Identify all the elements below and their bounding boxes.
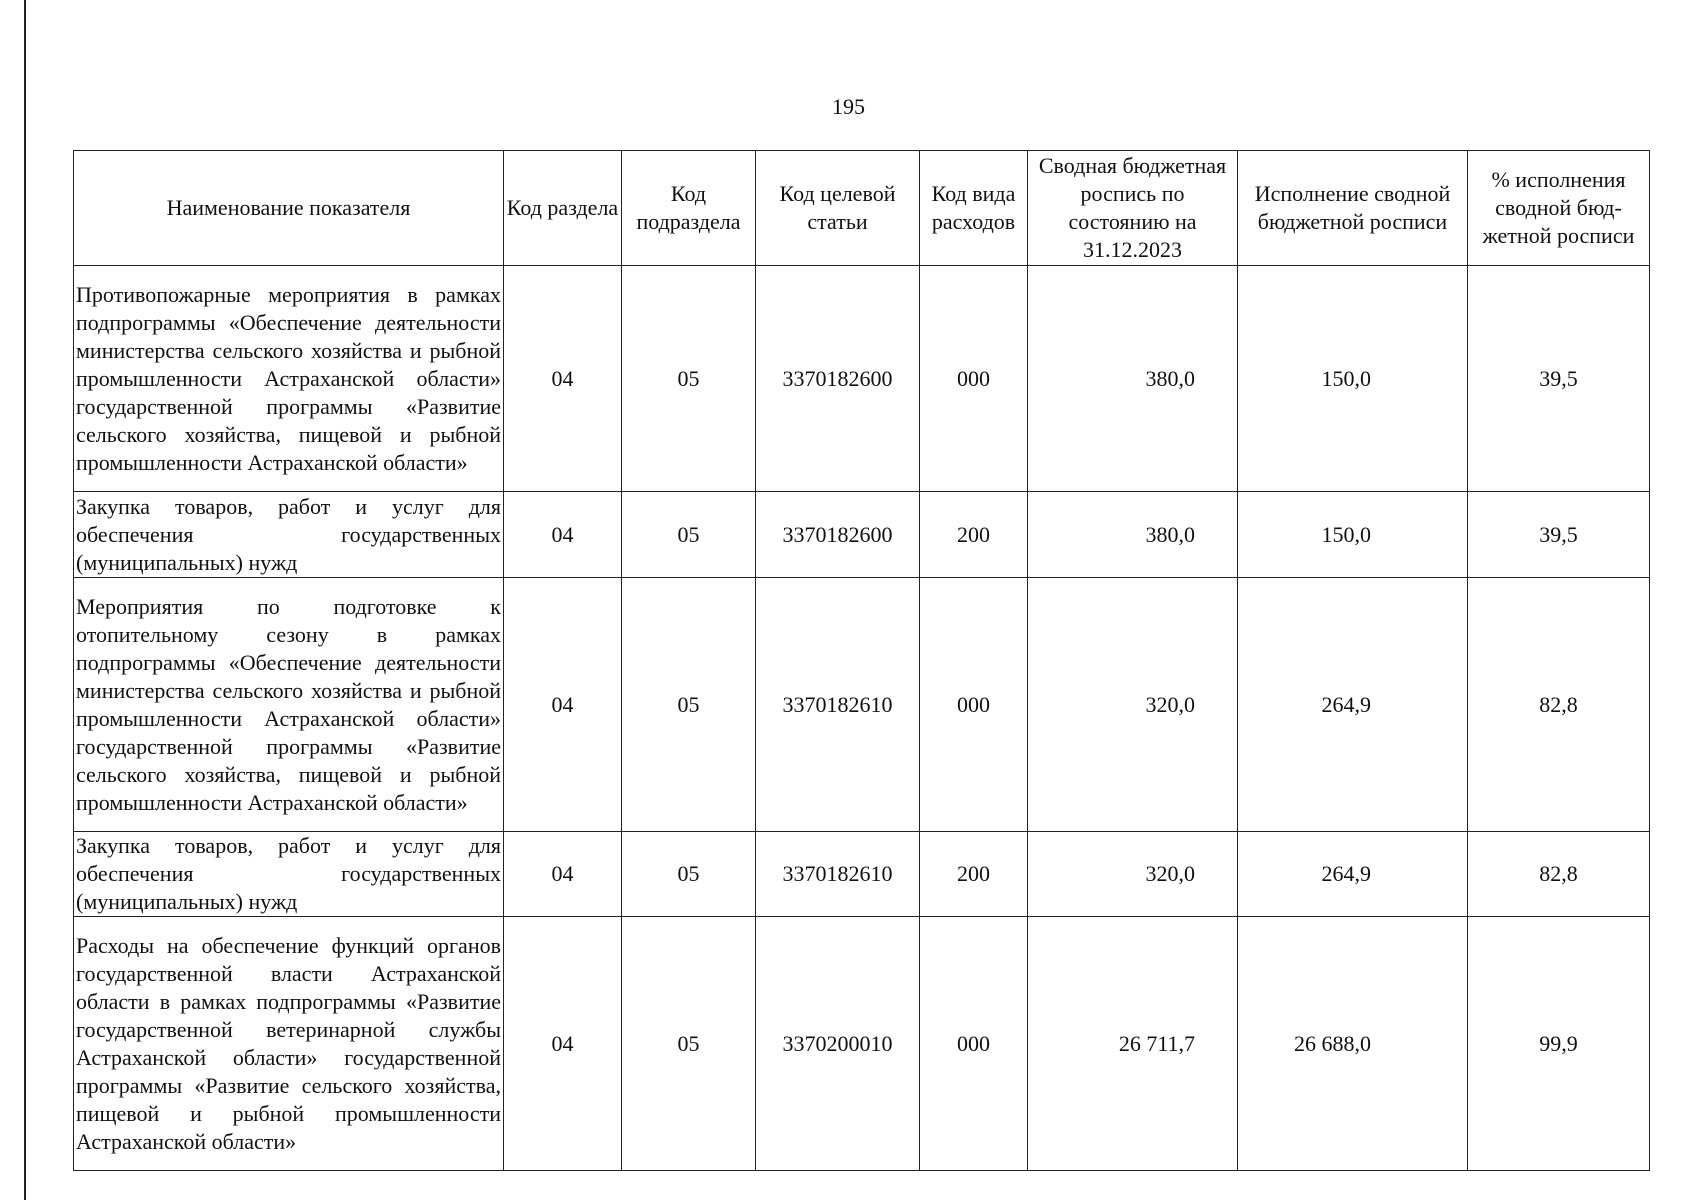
cell-section-code: 04 xyxy=(504,578,622,832)
cell-execution-percent: 82,8 xyxy=(1468,578,1650,832)
page-number: 195 xyxy=(832,94,865,119)
cell-budget-execution: 264,9 xyxy=(1238,578,1468,832)
cell-indicator-name: Закупка товаров, работ и услуг для обеспечения государственных (муниципальных) нужд xyxy=(74,492,504,578)
header-target-code: Код целевой статьи xyxy=(756,151,920,266)
cell-budget-list: 380,0 xyxy=(1028,266,1238,492)
binding-margin-line xyxy=(24,0,26,1200)
cell-budget-execution: 26 688,0 xyxy=(1238,917,1468,1171)
cell-budget-execution: 264,9 xyxy=(1238,832,1468,917)
header-indicator-name: Наименование показателя xyxy=(74,151,504,266)
header-section-code: Код раздела xyxy=(504,151,622,266)
table-row xyxy=(74,832,1650,917)
header-budget-execution: Исполнение сводной бюджетной росписи xyxy=(1238,151,1468,266)
cell-subsection-code: 05 xyxy=(622,917,756,1171)
cell-target-code: 3370182600 xyxy=(756,492,920,578)
cell-expense-type-code: 000 xyxy=(920,266,1028,492)
table-row xyxy=(74,578,1650,832)
cell-target-code: 3370182600 xyxy=(756,266,920,492)
cell-execution-percent: 82,8 xyxy=(1468,832,1650,917)
cell-expense-type-code: 200 xyxy=(920,492,1028,578)
header-subsection-code: Код подраздела xyxy=(622,151,756,266)
cell-indicator-name: Мероприятия по подготовке к отопительному сезону в рамках подпрограммы «Обеспечение деятельности министерства сельского хозяйства и рыбной промышленности Астраханской области» государственной программы «Развитие сельского хозяйства, пищевой и рыбной промышленности Астраханской области» xyxy=(74,578,504,832)
cell-section-code: 04 xyxy=(504,832,622,917)
cell-indicator-name: Противопожарные мероприятия в рамках подпрограммы «Обеспечение деятельности министерства сельского хозяйства и рыбной промышленности Астраханской области» государственной программы «Развитие сельского хозяйства, пищевой и рыбной промышленности Астраханской области» xyxy=(74,266,504,492)
cell-subsection-code: 05 xyxy=(622,266,756,492)
cell-expense-type-code: 200 xyxy=(920,832,1028,917)
cell-expense-type-code: 000 xyxy=(920,917,1028,1171)
cell-indicator-name: Расходы на обеспечение функций органов государственной власти Астраханской области в рамках подпрограммы «Развитие государственной ветеринарной службы Астраханской области» государственной программы «Развитие сельского хозяйства, пищевой и рыбной промышленности Астраханской области» xyxy=(74,917,504,1171)
cell-budget-list: 26 711,7 xyxy=(1028,917,1238,1171)
cell-budget-execution: 150,0 xyxy=(1238,266,1468,492)
cell-budget-execution: 150,0 xyxy=(1238,492,1468,578)
cell-execution-percent: 39,5 xyxy=(1468,492,1650,578)
header-expense-type-code: Код вида расходов xyxy=(920,151,1028,266)
cell-execution-percent: 99,9 xyxy=(1468,917,1650,1171)
cell-budget-list: 320,0 xyxy=(1028,832,1238,917)
cell-target-code: 3370200010 xyxy=(756,917,920,1171)
cell-section-code: 04 xyxy=(504,266,622,492)
cell-section-code: 04 xyxy=(504,492,622,578)
cell-target-code: 3370182610 xyxy=(756,832,920,917)
header-execution-percent: % исполнения сводной бюд-жетной росписи xyxy=(1468,151,1650,266)
budget-execution-table xyxy=(73,150,1650,1171)
cell-section-code: 04 xyxy=(504,917,622,1171)
cell-subsection-code: 05 xyxy=(622,578,756,832)
table-row xyxy=(74,492,1650,578)
table-row xyxy=(74,266,1650,492)
cell-budget-list: 380,0 xyxy=(1028,492,1238,578)
cell-expense-type-code: 000 xyxy=(920,578,1028,832)
cell-budget-list: 320,0 xyxy=(1028,578,1238,832)
cell-execution-percent: 39,5 xyxy=(1468,266,1650,492)
table-header-row xyxy=(74,151,1650,266)
cell-subsection-code: 05 xyxy=(622,492,756,578)
header-budget-list: Сводная бюджетная роспись по состоянию на 31.12.2023 xyxy=(1028,151,1238,266)
table-row xyxy=(74,917,1650,1171)
cell-subsection-code: 05 xyxy=(622,832,756,917)
cell-indicator-name: Закупка товаров, работ и услуг для обеспечения государственных (муниципальных) нужд xyxy=(74,832,504,917)
cell-target-code: 3370182610 xyxy=(756,578,920,832)
